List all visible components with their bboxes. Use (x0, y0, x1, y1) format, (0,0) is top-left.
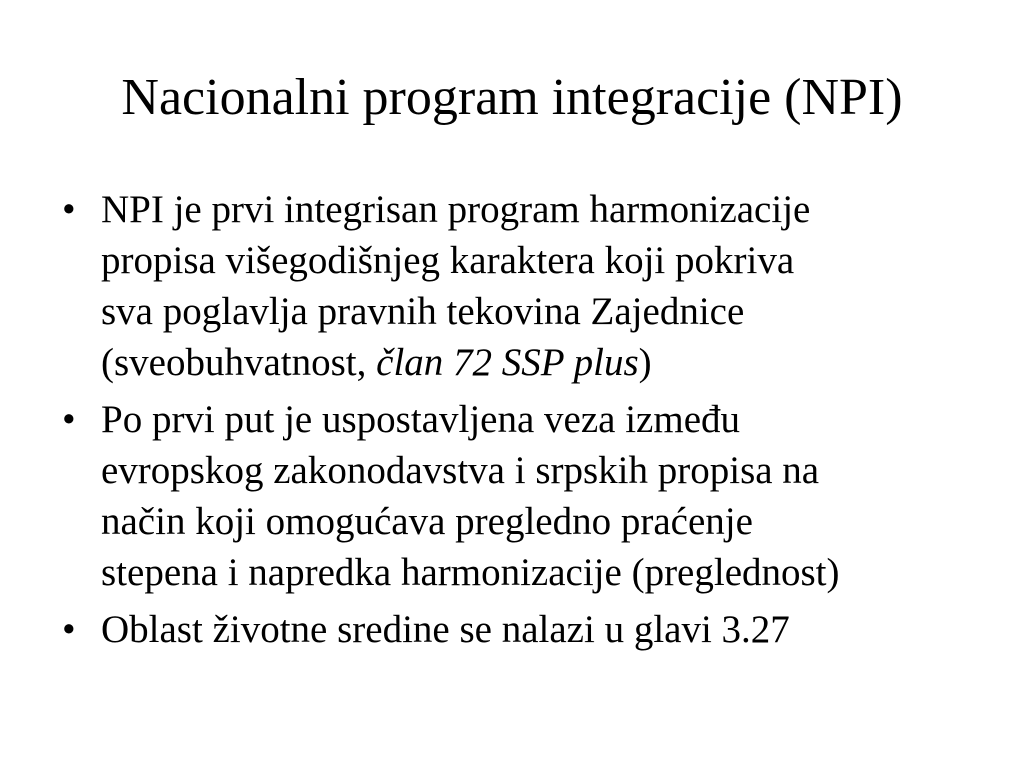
bullet-text-segment: (sveobuhvatnost, (101, 341, 377, 384)
bullet-text-line: sva poglavlja pravnih tekovina Zajednice (101, 290, 745, 333)
italic-reference: član 72 SSP plus (376, 341, 639, 384)
bullet-item (62, 394, 992, 598)
bullet-text-line: Oblast životne sredine se nalazi u glavi 3.27 (101, 608, 790, 651)
bullet-text-line: Po prvi put je uspostavljena veza između (101, 398, 741, 441)
bullet-text-line: propisa višegodišnjeg karaktera koji pokriva (101, 239, 795, 282)
bullet-item (62, 604, 992, 655)
bullet-text-line: način koji omogućava pregledno praćenje (101, 500, 753, 543)
bullet-text-line (101, 337, 992, 388)
bullet-text-line: NPI je prvi integrisan program harmonizacije (101, 188, 811, 231)
bullet-dot-icon: • (62, 398, 76, 441)
bullet-dot-icon: • (62, 608, 76, 651)
bullet-text-segment: ) (638, 341, 652, 384)
bullet-list (62, 184, 992, 661)
bullet-dot-icon: • (62, 188, 76, 231)
bullet-text-line: stepena i napredka harmonizacije (preglednost) (101, 551, 840, 594)
bullet-text-line: evropskog zakonodavstva i srpskih propisa na (101, 449, 820, 492)
bullet-item (62, 184, 992, 388)
slide-title: Nacionalni program integracije (NPI) (121, 69, 903, 126)
